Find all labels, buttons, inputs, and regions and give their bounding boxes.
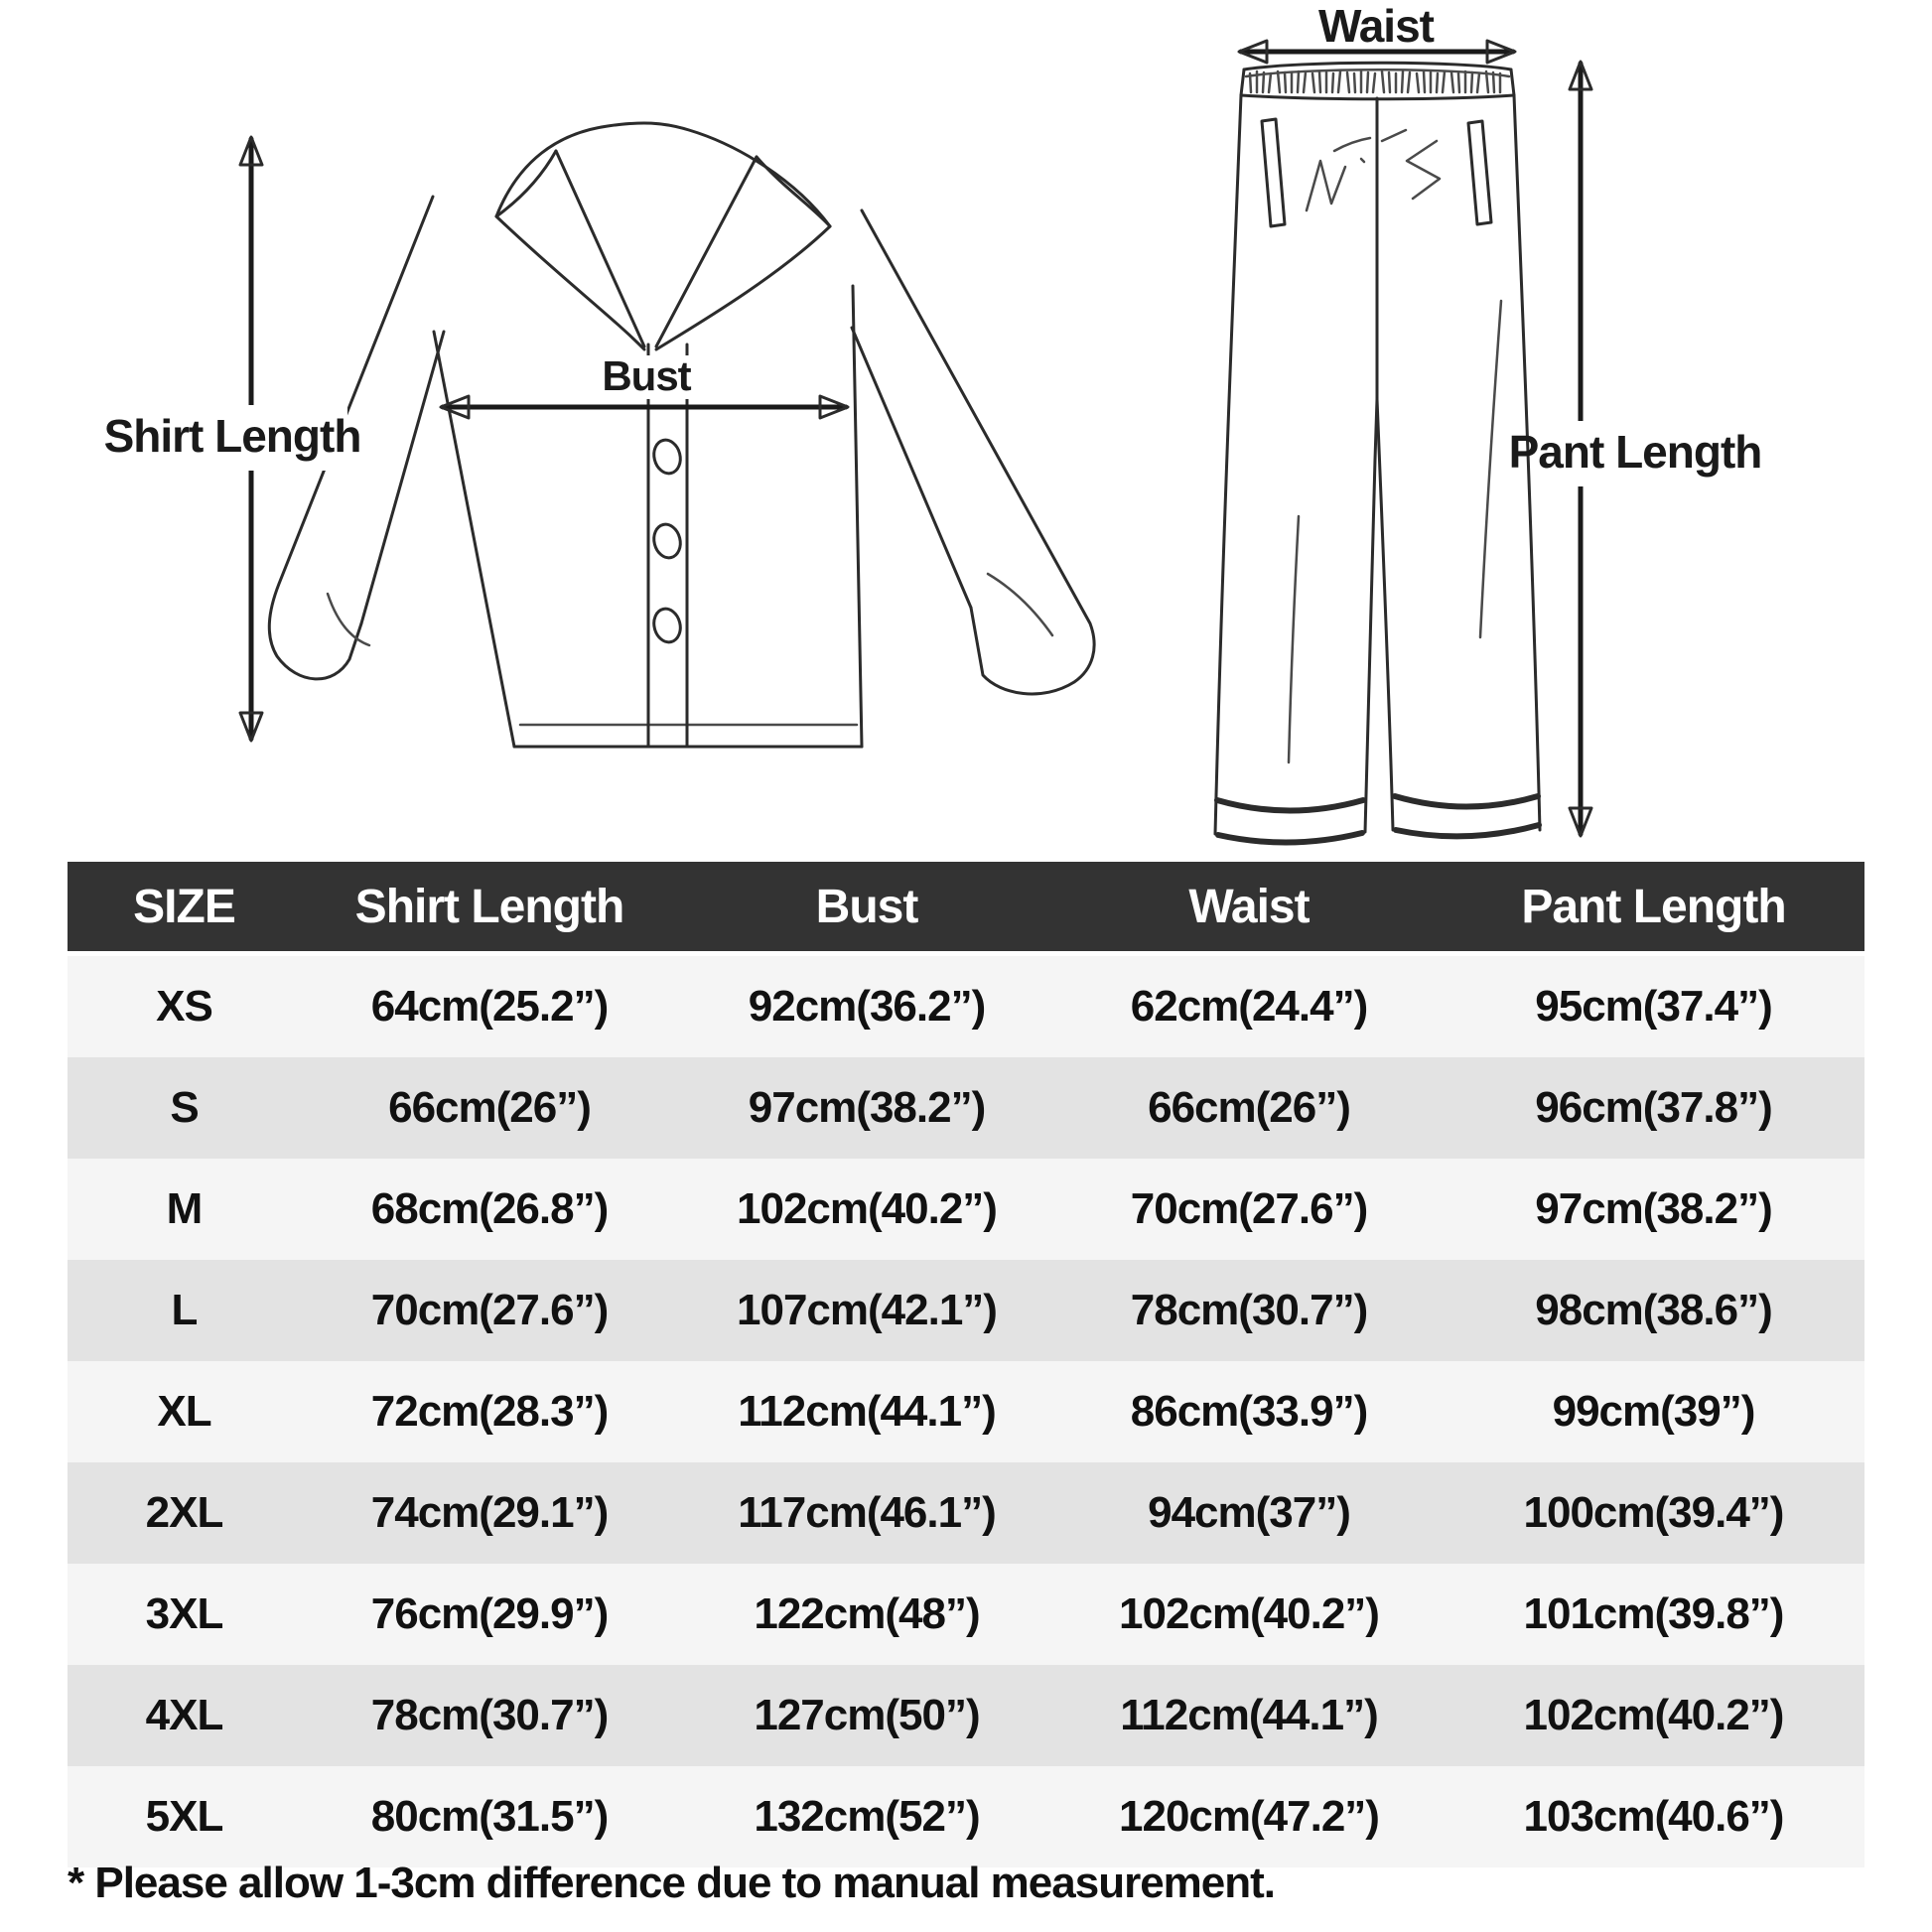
size-cell: 4XL (68, 1665, 301, 1766)
measurement-cell: 112cm(44.1”) (678, 1361, 1055, 1462)
column-header: Pant Length (1443, 862, 1864, 954)
bust-label: Bust (602, 352, 691, 400)
size-cell: L (68, 1260, 301, 1361)
measurement-cell: 86cm(33.9”) (1055, 1361, 1443, 1462)
measurement-cell: 72cm(28.3”) (301, 1361, 678, 1462)
measurement-cell: 120cm(47.2”) (1055, 1766, 1443, 1867)
button-icon (650, 521, 683, 560)
column-header: Bust (678, 862, 1055, 954)
measurement-cell: 66cm(26”) (1055, 1057, 1443, 1159)
measurement-cell: 78cm(30.7”) (1055, 1260, 1443, 1361)
size-table-body (68, 954, 1864, 1868)
measurement-cell: 64cm(25.2”) (301, 954, 678, 1058)
measurement-cell: 102cm(40.2”) (1055, 1564, 1443, 1665)
measurement-cell: 107cm(42.1”) (678, 1260, 1055, 1361)
measurement-cell: 112cm(44.1”) (1055, 1665, 1443, 1766)
pants-drawing (1215, 63, 1540, 842)
measurement-cell: 78cm(30.7”) (301, 1665, 678, 1766)
header-row (68, 862, 1864, 954)
table-row (68, 1665, 1864, 1766)
pant-length-label: Pant Length (1508, 426, 1762, 479)
size-cell: 2XL (68, 1462, 301, 1564)
measurement-cell: 98cm(38.6”) (1443, 1260, 1864, 1361)
measurement-cell: 74cm(29.1”) (301, 1462, 678, 1564)
shirt-length-label: Shirt Length (103, 410, 361, 463)
size-cell: M (68, 1159, 301, 1260)
table-row (68, 1159, 1864, 1260)
measurement-cell: 92cm(36.2”) (678, 954, 1055, 1058)
table-row (68, 1766, 1864, 1867)
measurement-cell: 99cm(39”) (1443, 1361, 1864, 1462)
table-row (68, 1361, 1864, 1462)
size-table-header (68, 862, 1864, 954)
measurement-cell: 103cm(40.6”) (1443, 1766, 1864, 1867)
size-cell: 5XL (68, 1766, 301, 1867)
measurement-cell: 68cm(26.8”) (301, 1159, 678, 1260)
measurement-cell: 101cm(39.8”) (1443, 1564, 1864, 1665)
measurement-cell: 66cm(26”) (301, 1057, 678, 1159)
measurement-cell: 62cm(24.4”) (1055, 954, 1443, 1058)
measurement-cell: 127cm(50”) (678, 1665, 1055, 1766)
wrinkle-squiggle (1382, 130, 1406, 141)
measurement-cell: 97cm(38.2”) (678, 1057, 1055, 1159)
measurement-cell: 80cm(31.5”) (301, 1766, 678, 1867)
measurement-cell: 132cm(52”) (678, 1766, 1055, 1867)
table-row (68, 954, 1864, 1058)
column-header: SIZE (68, 862, 301, 954)
measurement-cell: 70cm(27.6”) (1055, 1159, 1443, 1260)
button-icon (650, 606, 683, 644)
table-row (68, 1057, 1864, 1159)
wrinkle-squiggle (1407, 141, 1440, 199)
waist-label: Waist (1318, 0, 1434, 53)
table-row (68, 1462, 1864, 1564)
measurement-cell: 97cm(38.2”) (1443, 1159, 1864, 1260)
measurement-cell: 102cm(40.2”) (1443, 1665, 1864, 1766)
button-icon (650, 437, 683, 476)
size-cell: 3XL (68, 1564, 301, 1665)
wrinkle-squiggle (1361, 159, 1364, 162)
table-row (68, 1260, 1864, 1361)
measurement-cell: 96cm(37.8”) (1443, 1057, 1864, 1159)
measurement-cell: 102cm(40.2”) (678, 1159, 1055, 1260)
measurement-cell: 95cm(37.4”) (1443, 954, 1864, 1058)
wrinkle-squiggle (1334, 138, 1370, 151)
measurement-cell: 76cm(29.9”) (301, 1564, 678, 1665)
measurement-disclaimer: * Please allow 1-3cm difference due to manual measurement. (68, 1859, 1276, 1907)
waistband-hatch (1250, 71, 1500, 92)
column-header: Waist (1055, 862, 1443, 954)
size-cell: XL (68, 1361, 301, 1462)
measurement-cell: 70cm(27.6”) (301, 1260, 678, 1361)
measurement-cell: 122cm(48”) (678, 1564, 1055, 1665)
size-cell: XS (68, 954, 301, 1058)
size-table (68, 862, 1864, 1867)
shirt-drawing (269, 123, 1094, 747)
column-header: Shirt Length (301, 862, 678, 954)
size-cell: S (68, 1057, 301, 1159)
measurement-cell: 117cm(46.1”) (678, 1462, 1055, 1564)
measurement-diagram (0, 0, 1932, 860)
wrinkle-squiggle (1307, 161, 1345, 210)
pocket-outline (1262, 119, 1285, 226)
table-row (68, 1564, 1864, 1665)
measurement-cell: 94cm(37”) (1055, 1462, 1443, 1564)
pocket-outline (1468, 121, 1491, 224)
measurement-cell: 100cm(39.4”) (1443, 1462, 1864, 1564)
